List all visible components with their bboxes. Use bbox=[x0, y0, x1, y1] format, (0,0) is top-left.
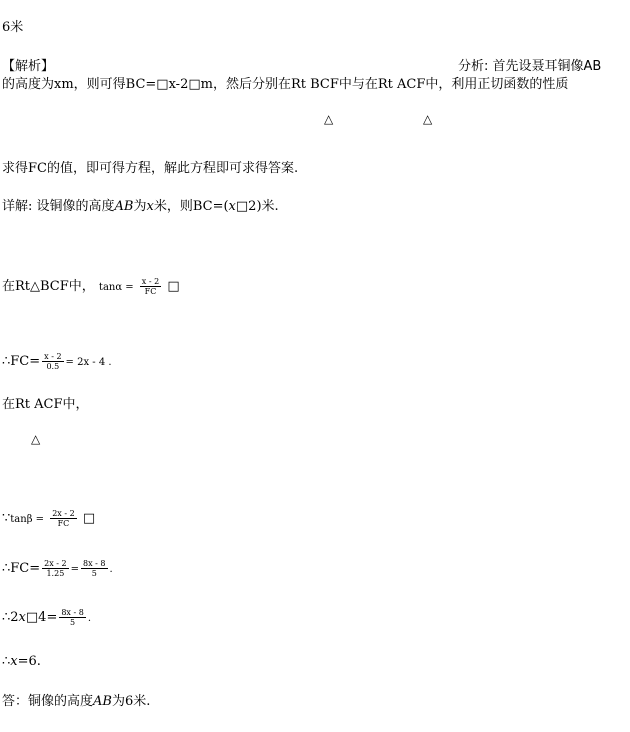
frac-den: 5 bbox=[70, 618, 76, 627]
detail-line bbox=[2, 199, 279, 215]
tan-beta: tanβ = bbox=[10, 514, 45, 525]
analysis-line-1: 分析: 首先设聂耳铜像AB bbox=[458, 59, 602, 74]
frac-den: FC bbox=[144, 287, 157, 296]
detail-text-b: 为 bbox=[133, 199, 147, 214]
frac-den: 0.5 bbox=[46, 362, 60, 371]
final-a: 答：铜像的高度 bbox=[2, 694, 94, 709]
triangle-icon-2: △ bbox=[423, 112, 433, 126]
solution-line bbox=[2, 654, 41, 670]
fc1-prefix: ∴FC= bbox=[2, 354, 41, 369]
fraction-2x2-fc bbox=[50, 509, 76, 528]
rt-acf-line: 在Rt ACF中， bbox=[2, 397, 89, 412]
eq1-x: x bbox=[18, 610, 26, 625]
fc1-line bbox=[2, 351, 112, 374]
sol-rest: =6. bbox=[17, 654, 41, 669]
fc2-eq: = bbox=[70, 564, 80, 575]
tanb-prefix: ∵ bbox=[2, 511, 11, 526]
detail-text-c: 米，则BC=( bbox=[153, 199, 229, 214]
sol-x: x bbox=[10, 654, 18, 669]
final-b: 为6米. bbox=[111, 694, 151, 709]
tanb-suffix: □ bbox=[82, 511, 96, 526]
tanb-line bbox=[2, 508, 95, 531]
tan-alpha: tanα = bbox=[98, 282, 134, 293]
fraction-8x8-5 bbox=[81, 559, 107, 578]
frac-num: 8x - 8 bbox=[61, 608, 84, 617]
answer-top: 6米 bbox=[2, 20, 24, 35]
fc2-prefix: ∴FC= bbox=[2, 561, 41, 576]
triangle-icon-1: △ bbox=[324, 112, 334, 126]
fc1-rest: = 2x - 4 . bbox=[65, 357, 112, 368]
fraction-x2-fc bbox=[140, 277, 161, 296]
frac-num: 8x - 8 bbox=[83, 559, 106, 568]
rt-bcf-prefix: 在Rt△BCF中， bbox=[2, 279, 95, 294]
eq1-prefix: ∴2 bbox=[2, 610, 19, 625]
frac-den: FC bbox=[57, 519, 70, 528]
detail-text-a: 详解: 设铜像的高度 bbox=[2, 199, 115, 214]
final-answer-line bbox=[2, 694, 150, 710]
fraction-x2-05 bbox=[42, 352, 63, 371]
sol-prefix: ∴ bbox=[2, 654, 11, 669]
analysis-line-2: 的高度为xm，则可得BC=□x-2□m，然后分别在Rt BCF中与在Rt ACF中，利用正切函数的性质 bbox=[2, 77, 569, 92]
frac-den: 1.25 bbox=[46, 569, 65, 578]
jiexi-label: 【解析】 bbox=[2, 59, 55, 74]
frac-num: 2x - 2 bbox=[52, 509, 75, 518]
eq1-mid: □4= bbox=[25, 610, 58, 625]
fc2-suffix: . bbox=[109, 564, 113, 575]
frac-num: 2x - 2 bbox=[44, 559, 67, 568]
rt-bcf-line bbox=[2, 276, 180, 299]
final-ab: AB bbox=[93, 694, 112, 709]
fraction-2x2-125 bbox=[42, 559, 68, 578]
eq1-suffix: . bbox=[87, 613, 92, 624]
rt-bcf-suffix: □ bbox=[167, 279, 180, 294]
frac-den: 5 bbox=[91, 569, 97, 578]
eq1-line bbox=[2, 607, 91, 630]
detail-x: x bbox=[146, 199, 154, 214]
detail-text-d: □2)米. bbox=[235, 199, 279, 214]
detail-x2: x bbox=[228, 199, 236, 214]
detail-ab: AB bbox=[114, 199, 134, 214]
frac-num: x - 2 bbox=[44, 352, 62, 361]
frac-num: x - 2 bbox=[141, 277, 160, 286]
fc2-line bbox=[2, 558, 113, 581]
fraction-8x8-5b bbox=[59, 608, 85, 627]
analysis-line-3: 求得FC的值，即可得方程，解此方程即可求得答案. bbox=[2, 161, 299, 176]
triangle-icon-3: △ bbox=[31, 432, 41, 446]
